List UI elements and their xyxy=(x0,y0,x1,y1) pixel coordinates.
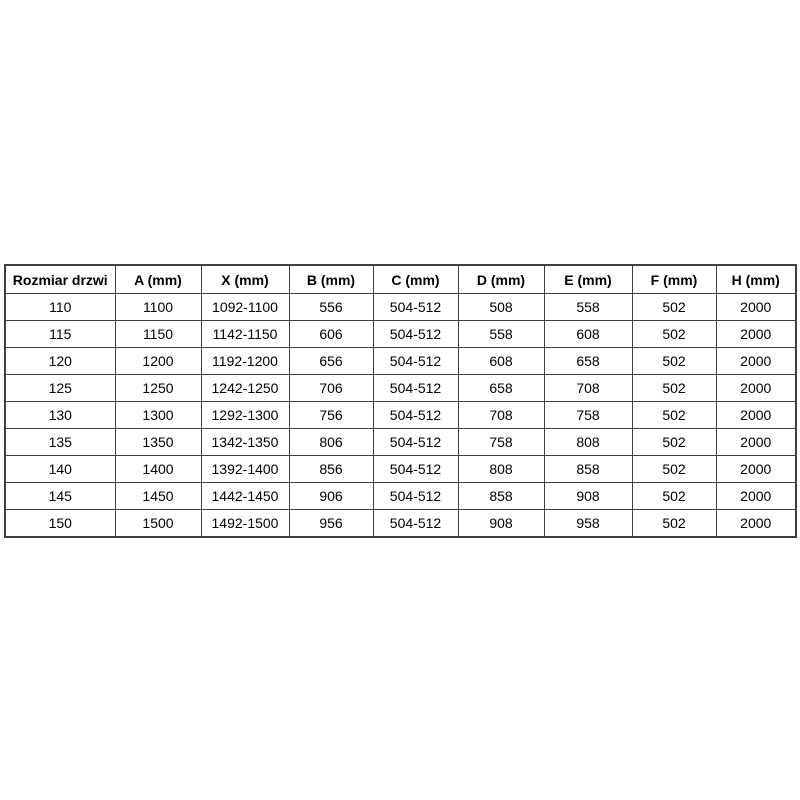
table-cell: 1242-1250 xyxy=(201,375,289,402)
table-cell: 125 xyxy=(5,375,115,402)
table-row xyxy=(5,429,796,456)
table-cell: 115 xyxy=(5,321,115,348)
table-cell: 502 xyxy=(632,510,716,538)
table-cell: 1150 xyxy=(115,321,201,348)
table-cell: 140 xyxy=(5,456,115,483)
table-cell: 908 xyxy=(458,510,544,538)
table-cell: 658 xyxy=(544,348,632,375)
table-cell: 504-512 xyxy=(373,294,458,321)
table-cell: 606 xyxy=(289,321,373,348)
table-row xyxy=(5,294,796,321)
table-cell: 708 xyxy=(458,402,544,429)
table-cell: 806 xyxy=(289,429,373,456)
column-header-a: A (mm) xyxy=(115,265,201,294)
table-cell: 658 xyxy=(458,375,544,402)
table-cell: 504-512 xyxy=(373,402,458,429)
table-cell: 502 xyxy=(632,402,716,429)
table-cell: 150 xyxy=(5,510,115,538)
column-header-d: D (mm) xyxy=(458,265,544,294)
table-cell: 858 xyxy=(544,456,632,483)
table-cell: 2000 xyxy=(716,456,796,483)
table-cell: 504-512 xyxy=(373,510,458,538)
table-cell: 2000 xyxy=(716,294,796,321)
table-cell: 1492-1500 xyxy=(201,510,289,538)
table-cell: 504-512 xyxy=(373,375,458,402)
table-cell: 558 xyxy=(544,294,632,321)
table-row xyxy=(5,348,796,375)
table-cell: 1342-1350 xyxy=(201,429,289,456)
table-cell: 1450 xyxy=(115,483,201,510)
table-cell: 708 xyxy=(544,375,632,402)
table-cell: 120 xyxy=(5,348,115,375)
table-cell: 508 xyxy=(458,294,544,321)
table-cell: 856 xyxy=(289,456,373,483)
table-cell: 504-512 xyxy=(373,321,458,348)
table-cell: 502 xyxy=(632,348,716,375)
table-cell: 145 xyxy=(5,483,115,510)
table-cell: 110 xyxy=(5,294,115,321)
table-cell: 756 xyxy=(289,402,373,429)
table-cell: 1442-1450 xyxy=(201,483,289,510)
table-cell: 2000 xyxy=(716,510,796,538)
column-header-x: X (mm) xyxy=(201,265,289,294)
column-header-e: E (mm) xyxy=(544,265,632,294)
table-row xyxy=(5,402,796,429)
table-cell: 1300 xyxy=(115,402,201,429)
table-row xyxy=(5,321,796,348)
table-cell: 558 xyxy=(458,321,544,348)
table-cell: 556 xyxy=(289,294,373,321)
table-cell: 1192-1200 xyxy=(201,348,289,375)
table-cell: 858 xyxy=(458,483,544,510)
table-cell: 502 xyxy=(632,375,716,402)
door-size-table xyxy=(4,264,797,538)
table-cell: 706 xyxy=(289,375,373,402)
table-row xyxy=(5,483,796,510)
table-cell: 2000 xyxy=(716,348,796,375)
table-cell: 502 xyxy=(632,456,716,483)
table-row xyxy=(5,456,796,483)
table-cell: 502 xyxy=(632,429,716,456)
table-cell: 808 xyxy=(458,456,544,483)
table-cell: 2000 xyxy=(716,429,796,456)
table-cell: 504-512 xyxy=(373,429,458,456)
table-cell: 1292-1300 xyxy=(201,402,289,429)
table-cell: 2000 xyxy=(716,321,796,348)
table-cell: 1100 xyxy=(115,294,201,321)
table-cell: 1350 xyxy=(115,429,201,456)
table-cell: 504-512 xyxy=(373,348,458,375)
table-cell: 1500 xyxy=(115,510,201,538)
table-cell: 2000 xyxy=(716,483,796,510)
table-cell: 504-512 xyxy=(373,483,458,510)
table-cell: 2000 xyxy=(716,375,796,402)
table-cell: 808 xyxy=(544,429,632,456)
table-cell: 504-512 xyxy=(373,456,458,483)
column-header-c: C (mm) xyxy=(373,265,458,294)
table-cell: 502 xyxy=(632,294,716,321)
table-cell: 758 xyxy=(544,402,632,429)
column-header-h: H (mm) xyxy=(716,265,796,294)
table-cell: 1400 xyxy=(115,456,201,483)
header-row xyxy=(5,265,796,294)
table-cell: 1200 xyxy=(115,348,201,375)
table-cell: 758 xyxy=(458,429,544,456)
table-cell: 2000 xyxy=(716,402,796,429)
table-row xyxy=(5,375,796,402)
table-row xyxy=(5,510,796,538)
table-cell: 958 xyxy=(544,510,632,538)
table-cell: 906 xyxy=(289,483,373,510)
table-cell: 956 xyxy=(289,510,373,538)
table-cell: 135 xyxy=(5,429,115,456)
table-cell: 1142-1150 xyxy=(201,321,289,348)
column-header-b: B (mm) xyxy=(289,265,373,294)
table-cell: 1250 xyxy=(115,375,201,402)
column-header-rozmiar-drzwi: Rozmiar drzwi xyxy=(5,265,115,294)
table-cell: 608 xyxy=(544,321,632,348)
table-cell: 908 xyxy=(544,483,632,510)
table-cell: 1092-1100 xyxy=(201,294,289,321)
table-cell: 502 xyxy=(632,483,716,510)
column-header-f: F (mm) xyxy=(632,265,716,294)
table-cell: 656 xyxy=(289,348,373,375)
table-cell: 130 xyxy=(5,402,115,429)
table-cell: 502 xyxy=(632,321,716,348)
table-cell: 1392-1400 xyxy=(201,456,289,483)
table-cell: 608 xyxy=(458,348,544,375)
